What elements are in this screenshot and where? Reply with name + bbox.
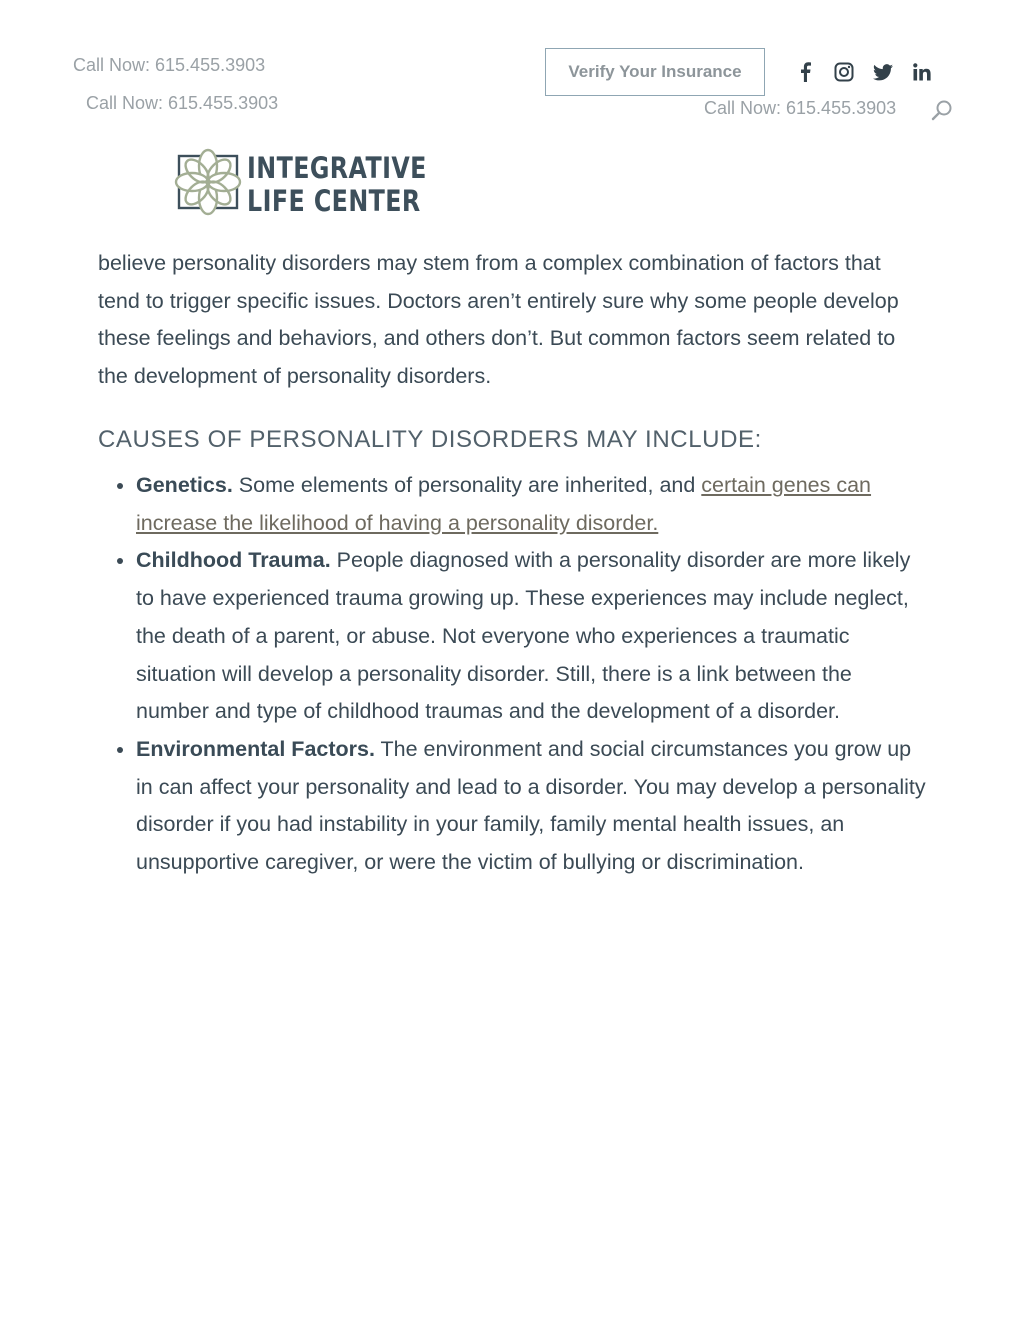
section-heading: CAUSES OF PERSONALITY DISORDERS MAY INCLUDE: (98, 425, 762, 453)
call-now-link[interactable]: Call Now: 615.455.3903 (73, 55, 266, 75)
list-item (136, 731, 928, 882)
linkedin-icon[interactable] (910, 60, 934, 84)
list-item-term: Environmental Factors. (136, 736, 375, 761)
logo-line-2: LIFE CENTER (247, 183, 421, 218)
search-icon[interactable] (930, 98, 954, 122)
call-now-link-secondary[interactable]: Call Now: 615.455.3903 (86, 93, 279, 113)
logo-mark-icon (173, 146, 243, 223)
intro-paragraph: believe personality disorders may stem from a complex combination of factors that tend to trigger specific issues. Doctors aren’t entirely sure why some people develop these feelings and behaviors, and others don’t. But common factors seem related to the development of personality disorders. (98, 251, 899, 389)
site-logo[interactable] (173, 146, 466, 223)
list-item-text: People diagnosed with a personality disorder are more likely to have experienced trauma growing up. These experiences may include neglect, the death of a parent, or abuse. Not everyone who experiences a traumatic situation will develop a personality disorder. Still, there is a link between the number and type of childhood traumas and the development of a disorder. (136, 548, 911, 724)
list-item-term: Childhood Trauma. (136, 548, 331, 573)
list-item-text: The environment and social circumstances you grow up in can affect your personality and lead to a disorder. You may develop a personality disorder if you had instability in your family, family mental health issues, an unsupportive caregiver, or were the victim of bullying or discrimination. (136, 736, 926, 875)
call-now-link-nav[interactable]: Call Now: 615.455.3903 (704, 98, 897, 118)
twitter-icon[interactable] (871, 60, 895, 84)
verify-insurance-button[interactable]: Verify Your Insurance (545, 48, 765, 96)
logo-wordmark (247, 152, 427, 217)
instagram-icon[interactable] (832, 60, 856, 84)
list-item-text: Some elements of personality are inherited, and (232, 473, 702, 497)
article-body (98, 245, 928, 882)
logo-line-1: INTEGRATIVE (247, 151, 427, 186)
list-item (136, 467, 928, 542)
list-item-term: Genetics. (136, 473, 233, 497)
social-links (793, 60, 934, 84)
list-item (136, 542, 928, 731)
causes-list (98, 467, 928, 882)
genetics-study-link[interactable]: certain genes can increase the likelihood of having a personality disorder. (136, 473, 872, 535)
facebook-icon[interactable] (793, 60, 817, 84)
